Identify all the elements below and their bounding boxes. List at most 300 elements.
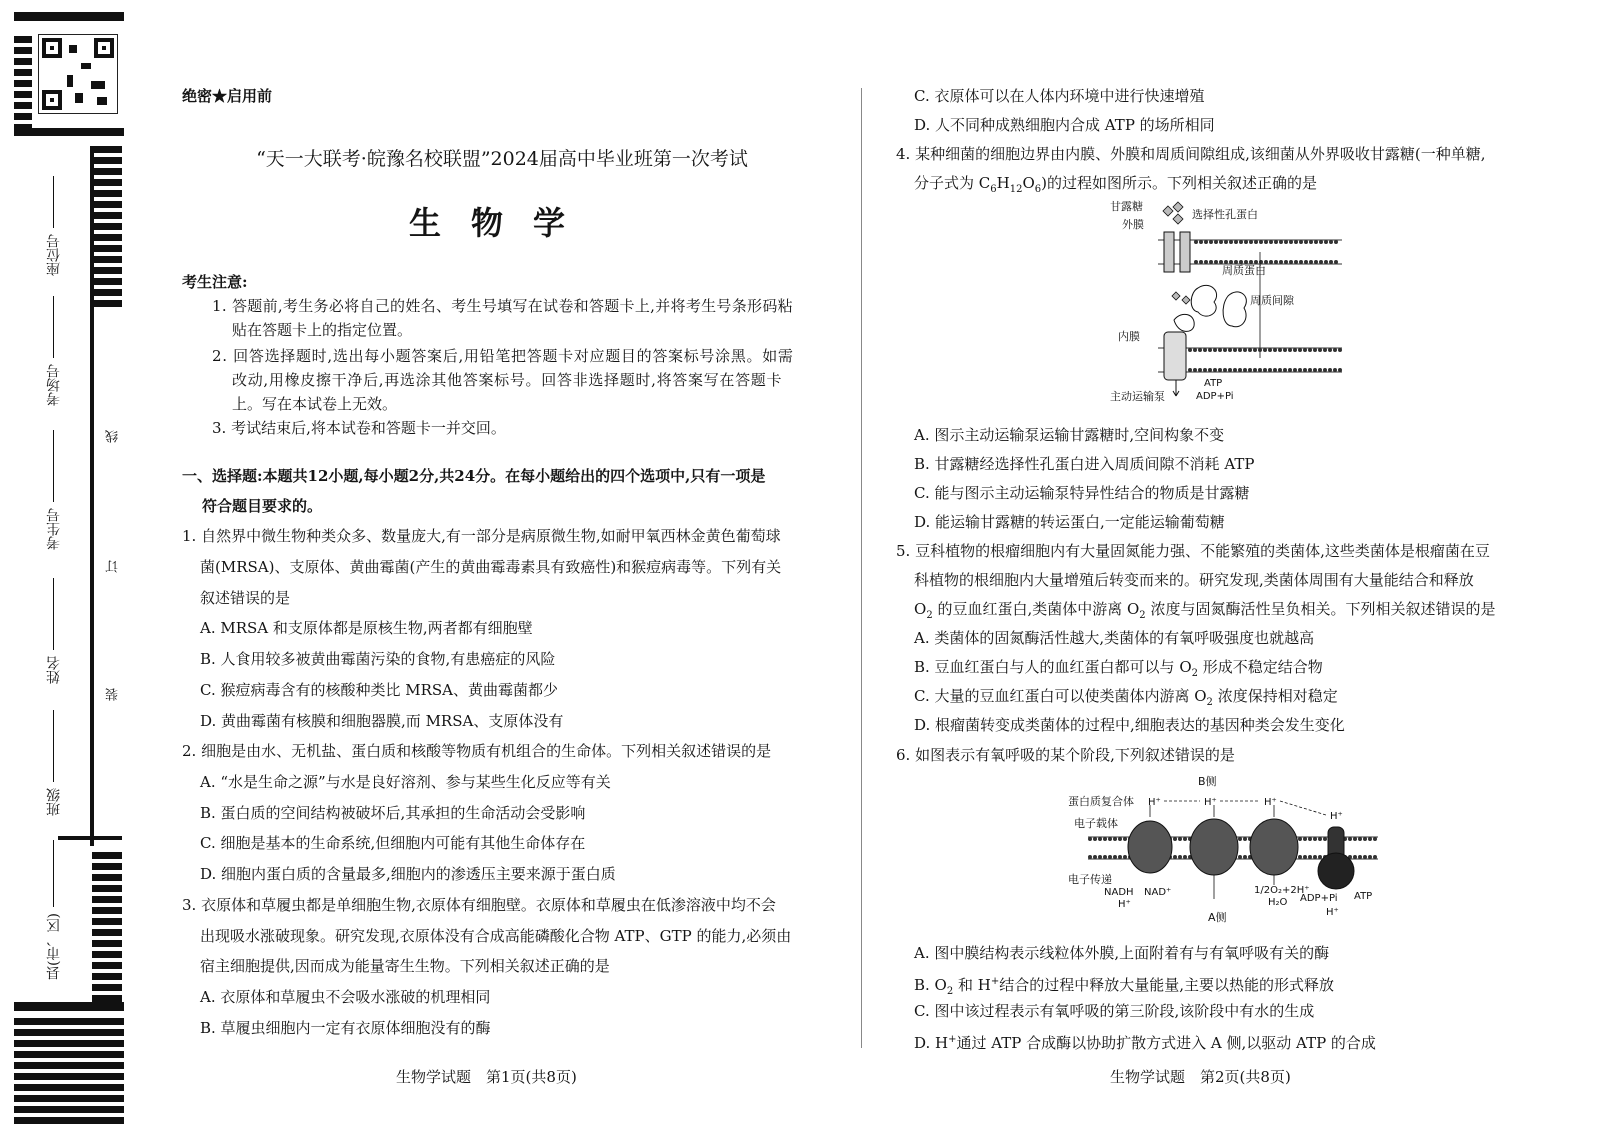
q4-option-a[interactable]: A. 图示主动运输泵运输甘露糖时,空间构象不变 [914, 426, 1225, 444]
lipid-head [1304, 240, 1308, 244]
label-periplasmic-protein: 周质蛋白 [1222, 264, 1266, 277]
lipid-head [1213, 368, 1217, 372]
notice-line: 3. 考试结束后,将本试卷和答题卡一并交回。 [212, 419, 506, 437]
lipid-head [1088, 855, 1092, 859]
label-outer-membrane: 外膜 [1122, 218, 1144, 231]
lipid-head [1309, 260, 1313, 264]
binding-bar [14, 47, 32, 54]
complex-1 [1128, 821, 1172, 873]
lipid-head [1288, 368, 1292, 372]
lipid-head [1308, 368, 1312, 372]
binding-bar [92, 852, 122, 859]
lipid-head [1323, 348, 1327, 352]
lipid-head [1273, 348, 1277, 352]
binding-label-name: 姓名 [44, 574, 64, 684]
lipid-head [1243, 837, 1247, 841]
q5-stem: $O_2$ 的豆血红蛋白,类菌体中游离 $O_2$ 浓度与固氮酶活性呈负相关。下列相关叙述错误的是 [914, 600, 1496, 621]
q6-option-c[interactable]: C. 图中该过程表示有氧呼吸的第三阶段,该阶段中有水的生成 [914, 1002, 1315, 1020]
binding-bar [92, 190, 122, 197]
lipid-head [1219, 240, 1223, 244]
active-pump [1164, 332, 1186, 380]
lipid-head [1284, 260, 1288, 264]
lipid-head [1209, 260, 1213, 264]
lipid-head [1118, 855, 1122, 859]
lipid-head [1234, 240, 1238, 244]
label-h-1: H⁺ [1148, 797, 1161, 808]
lipid-head [1308, 837, 1312, 841]
lipid-head [1188, 348, 1192, 352]
notice-line: 贴在答题卡上的指定位置。 [232, 321, 413, 339]
q2-option-d[interactable]: D. 细胞内蛋白质的含量最多,细胞内的渗透压主要来源于蛋白质 [200, 865, 616, 883]
q1-stem: 叙述错误的是 [200, 589, 291, 607]
lipid-head [1123, 855, 1127, 859]
lipid-head [1204, 260, 1208, 264]
q1-option-a[interactable]: A. MRSA 和支原体都是原核生物,两者都有细胞壁 [200, 619, 533, 637]
binding-bar [14, 1002, 124, 1011]
lipid-head [1248, 348, 1252, 352]
label-h-b: H⁺ [1326, 907, 1339, 918]
lipid-head [1243, 348, 1247, 352]
binding-bar [14, 1040, 124, 1047]
lipid-head [1314, 260, 1318, 264]
lipid-head [1214, 260, 1218, 264]
lipid-head [1289, 260, 1293, 264]
lipid-head [1333, 368, 1337, 372]
lipid-head [1238, 837, 1242, 841]
lipid-head [1264, 240, 1268, 244]
lipid-head [1298, 855, 1302, 859]
lipid-head [1108, 837, 1112, 841]
lipid-head [1329, 260, 1333, 264]
lipid-head [1268, 348, 1272, 352]
lipid-head [1183, 837, 1187, 841]
lipid-head [1253, 348, 1257, 352]
lipid-head [1298, 348, 1302, 352]
lipid-head [1278, 348, 1282, 352]
binding-bar [14, 1029, 124, 1036]
lipid-head [1203, 348, 1207, 352]
lipid-head [1368, 837, 1372, 841]
lipid-head [1098, 855, 1102, 859]
lipid-head [1324, 260, 1328, 264]
q6-stem: 6. 如图表示有氧呼吸的某个阶段,下列叙述错误的是 [896, 746, 1235, 764]
lipid-head [1338, 368, 1342, 372]
lipid-head [1298, 368, 1302, 372]
lipid-head [1213, 348, 1217, 352]
binding-bar [92, 995, 122, 1002]
q5-option-a[interactable]: A. 类菌体的固氮酶活性越大,类菌体的有氧呼吸强度也就越高 [914, 629, 1315, 647]
lipid-head [1299, 260, 1303, 264]
binding-bar [92, 223, 122, 230]
notice-line: 1. 答题前,考生务必将自己的姓名、考生号填写在试卷和答题卡上,并将考生号条形码粘 [212, 297, 793, 315]
exam-title: “天一大联考·皖豫名校联盟”2024届高中毕业班第一次考试 [256, 148, 748, 170]
q3-option-a[interactable]: A. 衣原体和草履虫不会吸水涨破的机理相同 [200, 988, 491, 1006]
binding-bar [92, 962, 122, 969]
lipid-head [1318, 368, 1322, 372]
q5-option-b[interactable]: B. 豆血红蛋白与人的血红蛋白都可以与 $O_2$ 形成不稳定结合物 [914, 658, 1323, 679]
q5-stem: 5. 豆科植物的根瘤细胞内有大量固氮能力强、不能繁殖的类菌体,这些类菌体是根瘤菌在豆 [896, 542, 1490, 560]
q1-option-d[interactable]: D. 黄曲霉菌有核膜和细胞器膜,而 MRSA、支原体没有 [200, 712, 564, 730]
lipid-head [1244, 240, 1248, 244]
binding-bar [92, 973, 122, 980]
lipid-head [1318, 348, 1322, 352]
q4-option-b[interactable]: B. 甘露糖经选择性孔蛋白进入周质间隙不消耗 ATP [914, 455, 1255, 473]
binding-strip [0, 0, 130, 1138]
lipid-head [1279, 240, 1283, 244]
lipid-head [1334, 260, 1338, 264]
lipid-head [1194, 260, 1198, 264]
lipid-head [1188, 368, 1192, 372]
lipid-head [1289, 240, 1293, 244]
lipid-head [1309, 240, 1313, 244]
lipid-head [1303, 368, 1307, 372]
label-nad: NAD⁺ [1144, 887, 1172, 898]
lipid-head [1308, 855, 1312, 859]
lipid-head [1214, 240, 1218, 244]
lipid-head [1328, 368, 1332, 372]
binding-label-county: 县(市、区) [44, 840, 64, 980]
q1-option-c[interactable]: C. 猴痘病毒含有的核酸种类比 MRSA、黄曲霉菌都少 [200, 681, 559, 699]
q6-option-d[interactable]: D. H+通过 ATP 合成酶以协助扩散方式进入 A 侧,以驱动 ATP 的合成 [914, 1034, 1376, 1052]
label-atp: ATP [1354, 891, 1373, 902]
lipid-head [1299, 240, 1303, 244]
lipid-head [1108, 855, 1112, 859]
q6-electron-transport-figure [1068, 775, 1398, 925]
binding-bar [14, 1106, 124, 1113]
q2-option-c[interactable]: C. 细胞是基本的生命系统,但细胞内可能有其他生命体存在 [200, 834, 586, 852]
q4-option-d[interactable]: D. 能运输甘露糖的转运蛋白,一定能运输葡萄糖 [914, 513, 1225, 531]
lipid-head [1228, 348, 1232, 352]
lipid-head [1269, 240, 1273, 244]
lipid-head [1293, 348, 1297, 352]
lipid-head [1353, 837, 1357, 841]
binding-bar [92, 300, 122, 307]
lipid-head [1338, 348, 1342, 352]
lipid-head [1123, 837, 1127, 841]
qr-code [38, 34, 118, 114]
lipid-head [1319, 240, 1323, 244]
notice-line: 上。写在本试卷上无效。 [232, 395, 398, 413]
lipid-head [1203, 368, 1207, 372]
label-h-3: H⁺ [1264, 797, 1277, 808]
proton-arrows [1164, 801, 1326, 815]
lipid-head [1373, 837, 1377, 841]
lipid-head [1279, 260, 1283, 264]
binding-bar [14, 1073, 124, 1080]
binding-bar [14, 1018, 124, 1025]
binding-bar [92, 896, 122, 903]
cut-mark-bind: 订 [106, 560, 121, 573]
lipid-head [1243, 855, 1247, 859]
q1-option-b[interactable]: B. 人食用较多被黄曲霉菌污染的食物,有患癌症的风险 [200, 650, 556, 668]
lipid-head [1304, 260, 1308, 264]
lipid-head [1199, 260, 1203, 264]
label-protein-complex: 蛋白质复合体 [1068, 795, 1134, 808]
atp-synthase-head [1318, 853, 1354, 889]
binding-bar [92, 245, 122, 252]
lipid-head [1318, 837, 1322, 841]
lipid-head [1313, 348, 1317, 352]
lipid-head [1278, 368, 1282, 372]
label-h-4: H⁺ [1330, 811, 1343, 822]
lipid-head [1204, 240, 1208, 244]
label-inner-membrane: 内膜 [1118, 330, 1140, 343]
lipid-head [1319, 260, 1323, 264]
binding-bar [92, 863, 122, 870]
q2-stem: 2. 细胞是由水、无机盐、蛋白质和核酸等物质有机组合的生命体。下列相关叙述错误的是 [182, 742, 772, 760]
lipid-head [1198, 368, 1202, 372]
binding-bar [92, 951, 122, 958]
lipid-head [1208, 368, 1212, 372]
lipid-head [1199, 240, 1203, 244]
lipid-head [1248, 368, 1252, 372]
lipid-head [1313, 855, 1317, 859]
lipid-head [1353, 855, 1357, 859]
q4-stem-formula: 分子式为 $C_6H_{12}O_6$)的过程如图所示。下列相关叙述正确的是 [914, 174, 1317, 195]
lipid-head [1093, 837, 1097, 841]
lipid-head [1323, 368, 1327, 372]
lipid-head [1193, 348, 1197, 352]
q3-option-c[interactable]: C. 衣原体可以在人体内环境中进行快速增殖 [914, 87, 1205, 105]
binding-bar [14, 36, 32, 43]
notice-line: 2. 回答选择题时,选出每小题答案后,用铅笔把答题卡对应题目的答案标号涂黑。如需 [212, 347, 794, 365]
lipid-head [1258, 368, 1262, 372]
lipid-head [1209, 240, 1213, 244]
q4-stem: 4. 某种细菌的细胞边界由内膜、外膜和周质间隙组成,该细菌从外界吸收甘露糖(一种单糖, [896, 145, 1486, 163]
page-footer-right: 生物学试题 第2页(共8页) [1110, 1068, 1291, 1086]
lipid-head [1373, 855, 1377, 859]
secret-mark: 绝密★启用前 [182, 87, 273, 105]
binding-bar [92, 212, 122, 219]
lipid-head [1243, 368, 1247, 372]
binding-bar [92, 157, 122, 164]
label-mannose: 甘露糖 [1110, 200, 1143, 213]
lipid-head [1293, 368, 1297, 372]
lipid-head [1093, 855, 1097, 859]
lipid-head [1313, 368, 1317, 372]
lipid-head [1334, 240, 1338, 244]
lipid-head [1173, 837, 1177, 841]
q5-stem: 科植物的根细胞内大量增殖后转变而来的。研究发现,类菌体周围有大量能结合和释放 [914, 571, 1474, 589]
lipid-head [1294, 240, 1298, 244]
lipid-head [1314, 240, 1318, 244]
lipid-head [1253, 368, 1257, 372]
lipid-head [1183, 855, 1187, 859]
binding-bar [92, 179, 122, 186]
binding-bar [14, 102, 32, 109]
binding-bar [14, 80, 32, 87]
lipid-head [1238, 348, 1242, 352]
q3-stem: 出现吸水涨破现象。研究发现,衣原体没有合成高能磷酸化合物 ATP、GTP 的能力,必须由 [200, 927, 792, 945]
label-adp: ADP+Pi [1196, 391, 1234, 402]
label-h2o: H₂O [1268, 897, 1288, 908]
q3-stem: 3. 衣原体和草履虫都是单细胞生物,衣原体有细胞壁。衣原体和草履虫在低渗溶液中均不会 [182, 896, 776, 914]
lipid-head [1318, 855, 1322, 859]
label-porin: 选择性孔蛋白 [1192, 208, 1258, 221]
binding-bar [92, 289, 122, 296]
binding-label-class: 班级 [44, 706, 64, 816]
q6-option-b[interactable]: B. $O_2$ 和 H+结合的过程中释放大量能量,主要以热能的形式释放 [914, 976, 1335, 997]
binding-bar [92, 885, 122, 892]
lipid-head [1103, 855, 1107, 859]
lipid-head [1324, 240, 1328, 244]
lipid-head [1298, 837, 1302, 841]
lipid-head [1178, 837, 1182, 841]
lipid-head [1368, 855, 1372, 859]
lipid-head [1348, 837, 1352, 841]
lipid-head [1263, 368, 1267, 372]
label-active-pump: 主动运输泵 [1110, 390, 1165, 403]
lipid-head [1208, 348, 1212, 352]
q2-option-b[interactable]: B. 蛋白质的空间结构被破坏后,其承担的生命活动会受影响 [200, 804, 586, 822]
binding-bar [92, 929, 122, 936]
binding-edge [90, 146, 94, 846]
section-heading: 一、选择题:本题共12小题,每小题2分,共24分。在每小题给出的四个选项中,只有一项是 [182, 467, 766, 485]
binding-label-seat: 座位号 [44, 176, 64, 276]
lipid-head [1294, 260, 1298, 264]
lipid-head [1283, 368, 1287, 372]
porin-right [1180, 232, 1190, 272]
binding-bar [14, 1051, 124, 1058]
lipid-head [1363, 855, 1367, 859]
lipid-head [1274, 240, 1278, 244]
label-periplasmic-space: 周质间隙 [1250, 294, 1294, 307]
page-footer-left: 生物学试题 第1页(共8页) [396, 1068, 577, 1086]
lipid-head [1323, 837, 1327, 841]
q2-option-a[interactable]: A. “水是生命之源”与水是良好溶剂、参与某些生化反应等有关 [200, 773, 611, 791]
binding-bar [14, 91, 32, 98]
lipid-head [1283, 348, 1287, 352]
column-divider [861, 88, 862, 1048]
lipid-head [1268, 368, 1272, 372]
binding-bar [92, 278, 122, 285]
periplasmic-protein-2 [1223, 292, 1246, 327]
binding-bar [92, 146, 122, 153]
lipid-head [1269, 260, 1273, 264]
label-nadh: NADH [1104, 887, 1134, 898]
lipid-head [1233, 368, 1237, 372]
binding-bar [92, 267, 122, 274]
binding-bar [14, 58, 32, 65]
lipid-head [1258, 348, 1262, 352]
lipid-head [1273, 368, 1277, 372]
binding-bar [92, 940, 122, 947]
lipid-head [1193, 368, 1197, 372]
q3-stem: 宿主细胞提供,因而成为能量寄生生物。下列相关叙述正确的是 [200, 957, 610, 975]
lipid-head [1329, 240, 1333, 244]
lipid-head [1098, 837, 1102, 841]
lipid-head [1333, 348, 1337, 352]
binding-bar [58, 836, 122, 840]
q4-option-c[interactable]: C. 能与图示主动运输泵特异性结合的物质是甘露糖 [914, 484, 1250, 502]
subject-title: 生物学 [408, 204, 595, 242]
binding-bar [92, 256, 122, 263]
lipid-head [1233, 348, 1237, 352]
lipid-head [1173, 855, 1177, 859]
binding-bar [92, 874, 122, 881]
lipid-head [1118, 837, 1122, 841]
lipid-head [1198, 348, 1202, 352]
binding-bar [14, 128, 124, 136]
lipid-head [1263, 348, 1267, 352]
binding-bar [14, 113, 32, 120]
binding-bar [14, 1095, 124, 1102]
bound-protein [1174, 314, 1194, 331]
binding-bar [92, 984, 122, 991]
binding-bar [92, 168, 122, 175]
label-adp: ADP+Pi [1300, 893, 1338, 904]
section-heading-cont: 符合题目要求的。 [202, 497, 323, 515]
lipid-head [1223, 368, 1227, 372]
lipid-head [1259, 240, 1263, 244]
lipid-head [1194, 240, 1198, 244]
label-o2: 1/2O₂+2H⁺ [1254, 885, 1310, 896]
label-electron-transfer: 电子传递 [1068, 873, 1112, 886]
lipid-head [1363, 837, 1367, 841]
q1-stem: 1. 自然界中微生物种类众多、数量庞大,有一部分是病原微生物,如耐甲氧西林金黄色葡萄球 [182, 527, 781, 545]
binding-bar [14, 1117, 124, 1124]
lipid-head [1238, 855, 1242, 859]
label-a-side: A侧 [1208, 911, 1227, 924]
lipid-head [1113, 855, 1117, 859]
lipid-head [1274, 260, 1278, 264]
q5-option-d[interactable]: D. 根瘤菌转变成类菌体的过程中,细胞表达的基因种类会发生变化 [914, 716, 1345, 734]
lipid-head [1088, 837, 1092, 841]
binding-bar [14, 1084, 124, 1091]
q1-stem: 菌(MRSA)、支原体、黄曲霉菌(产生的黄曲霉毒素具有致癌性)和猴痘病毒等。下列有关 [200, 558, 782, 576]
lipid-head [1113, 837, 1117, 841]
lipid-head [1103, 837, 1107, 841]
lipid-head [1358, 837, 1362, 841]
q5-option-c[interactable]: C. 大量的豆血红蛋白可以使类菌体内游离 $O_2$ 浓度保持相对稳定 [914, 687, 1338, 708]
notice-line: 改动,用橡皮擦干净后,再选涂其他答案标号。回答非选择题时,将答案写在答题卡 [232, 371, 783, 389]
q3-option-b[interactable]: B. 草履虫细胞内一定有衣原体细胞没有的酶 [200, 1019, 491, 1037]
lipid-head [1303, 855, 1307, 859]
lipid-head [1239, 240, 1243, 244]
lipid-head [1328, 348, 1332, 352]
lipid-head [1218, 348, 1222, 352]
label-electron-carrier: 电子载体 [1074, 817, 1118, 830]
lipid-head [1218, 368, 1222, 372]
periplasmic-protein [1191, 285, 1216, 316]
binding-label-exam-number: 考生号 [44, 430, 64, 550]
porin-left [1164, 232, 1174, 272]
lipid-head [1229, 240, 1233, 244]
binding-label-room: 考场号 [44, 296, 64, 406]
complex-3 [1250, 819, 1298, 875]
label-b-side: B侧 [1198, 775, 1217, 788]
cut-mark-line: 线 [106, 430, 121, 443]
lipid-head [1249, 240, 1253, 244]
binding-bar [92, 907, 122, 914]
cut-mark-staple: 装 [106, 688, 121, 701]
binding-bar [92, 918, 122, 925]
label-h-a: H⁺ [1118, 899, 1131, 910]
q3-option-d[interactable]: D. 人不同种成熟细胞内合成 ATP 的场所相同 [914, 116, 1215, 134]
lipid-head [1254, 240, 1258, 244]
lipid-head [1288, 348, 1292, 352]
binding-bar [14, 69, 32, 76]
lipid-head [1178, 855, 1182, 859]
lipid-head [1228, 368, 1232, 372]
q6-option-a[interactable]: A. 图中膜结构表示线粒体外膜,上面附着有与有氧呼吸有关的酶 [914, 944, 1330, 962]
binding-bar [92, 234, 122, 241]
lipid-head [1238, 368, 1242, 372]
lipid-head [1358, 855, 1362, 859]
lipid-head [1303, 837, 1307, 841]
label-h-2: H⁺ [1204, 797, 1217, 808]
lipid-head [1303, 348, 1307, 352]
